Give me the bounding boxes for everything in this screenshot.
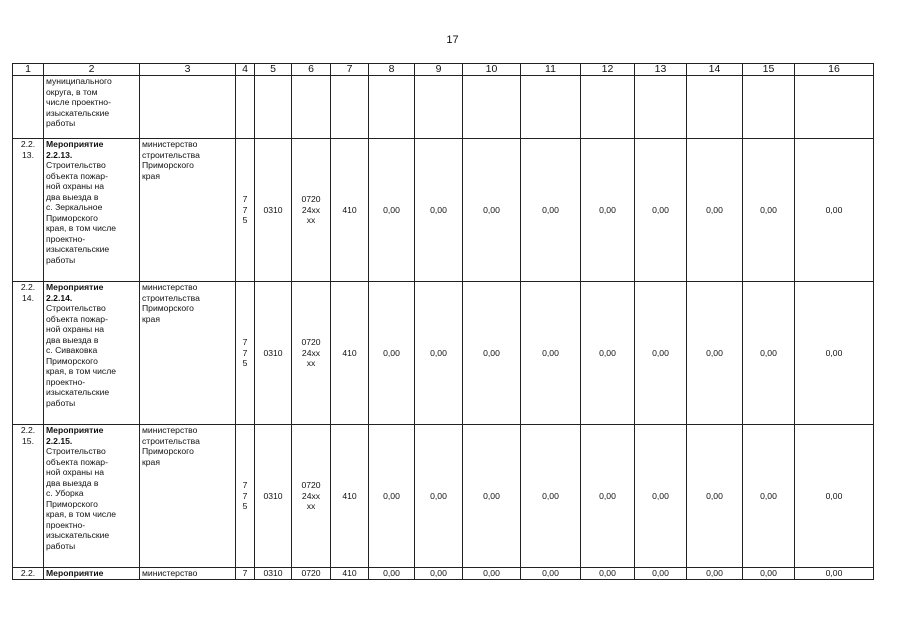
measure-name-cell <box>44 139 140 282</box>
table-row <box>13 568 874 580</box>
table-cell <box>743 76 795 139</box>
table-cell <box>415 76 463 139</box>
column-header: 2 <box>44 64 140 76</box>
amount-cell: 0,00 <box>369 282 415 425</box>
amount-cell: 0,00 <box>635 139 687 282</box>
amount-cell: 0,00 <box>687 425 743 568</box>
budget-table <box>12 63 874 580</box>
column-header: 12 <box>581 64 635 76</box>
table-cell <box>236 76 255 139</box>
measure-name-cell <box>44 425 140 568</box>
column-header: 14 <box>687 64 743 76</box>
amount-cell: 0,00 <box>795 139 874 282</box>
amount-cell: 0,00 <box>415 282 463 425</box>
responsible-executor: министерство строительства Приморского края <box>140 282 236 425</box>
target-article-code: 0720 <box>292 568 331 580</box>
measure-code: 2.2. 14. <box>13 282 44 425</box>
table-cell <box>292 76 331 139</box>
measure-title: Мероприятие 2.2.13. <box>46 139 104 160</box>
expense-type-code: 410 <box>331 139 369 282</box>
measure-code: 2.2. 15. <box>13 425 44 568</box>
amount-cell: 0,00 <box>369 568 415 580</box>
responsible-executor: министерство строительства Приморского края <box>140 425 236 568</box>
column-header: 9 <box>415 64 463 76</box>
expense-type-code: 410 <box>331 425 369 568</box>
measure-code: 2.2. <box>13 568 44 580</box>
table-cell <box>331 76 369 139</box>
measure-name-cell <box>44 282 140 425</box>
amount-cell: 0,00 <box>795 282 874 425</box>
column-number-row <box>13 64 874 76</box>
table-cell <box>795 76 874 139</box>
column-header: 13 <box>635 64 687 76</box>
column-header: 7 <box>331 64 369 76</box>
amount-cell: 0,00 <box>463 425 521 568</box>
amount-cell: 0,00 <box>743 568 795 580</box>
amount-cell: 0,00 <box>415 139 463 282</box>
expense-type-code: 410 <box>331 568 369 580</box>
section-subsection-code: 0310 <box>255 139 292 282</box>
amount-cell: 0,00 <box>743 282 795 425</box>
column-header: 3 <box>140 64 236 76</box>
table-cell <box>255 76 292 139</box>
amount-cell: 0,00 <box>687 282 743 425</box>
target-article-code: 0720 24xx xx <box>292 139 331 282</box>
section-subsection-code: 0310 <box>255 282 292 425</box>
column-header: 15 <box>743 64 795 76</box>
grbs-code: 7 7 5 <box>236 139 255 282</box>
target-article-code: 0720 24xx xx <box>292 282 331 425</box>
table-cell <box>463 76 521 139</box>
measure-description: Строительство объекта пожар- ной охраны на два выезда в с. Сиваковка Приморского края, в том числе проектно- изыскательские работы <box>46 303 116 408</box>
amount-cell: 0,00 <box>463 282 521 425</box>
measure-name-cell <box>44 568 140 580</box>
amount-cell: 0,00 <box>415 568 463 580</box>
target-article-code: 0720 24xx xx <box>292 425 331 568</box>
amount-cell: 0,00 <box>369 425 415 568</box>
column-header: 16 <box>795 64 874 76</box>
measure-title: Мероприятие <box>46 568 104 578</box>
amount-cell: 0,00 <box>635 568 687 580</box>
column-header: 4 <box>236 64 255 76</box>
column-header: 8 <box>369 64 415 76</box>
grbs-code: 7 7 5 <box>236 282 255 425</box>
amount-cell: 0,00 <box>743 425 795 568</box>
measure-description: Строительство объекта пожар- ной охраны на два выезда в с. Зеркальное Приморского края, в том числе проектно- изыскательские работы <box>46 160 116 265</box>
amount-cell: 0,00 <box>635 282 687 425</box>
amount-cell: 0,00 <box>581 282 635 425</box>
expense-type-code: 410 <box>331 282 369 425</box>
continuation-row <box>13 76 874 139</box>
grbs-code: 7 7 5 <box>236 425 255 568</box>
measure-title: Мероприятие 2.2.15. <box>46 425 104 446</box>
amount-cell: 0,00 <box>687 568 743 580</box>
table-cell <box>521 76 581 139</box>
column-header: 6 <box>292 64 331 76</box>
amount-cell: 0,00 <box>581 139 635 282</box>
section-subsection-code: 0310 <box>255 425 292 568</box>
amount-cell: 0,00 <box>743 139 795 282</box>
table-cell <box>13 76 44 139</box>
column-header: 5 <box>255 64 292 76</box>
responsible-executor: министерство строительства Приморского края <box>140 139 236 282</box>
grbs-code: 7 <box>236 568 255 580</box>
amount-cell: 0,00 <box>521 139 581 282</box>
amount-cell: 0,00 <box>415 425 463 568</box>
column-header: 10 <box>463 64 521 76</box>
table-row <box>13 139 874 282</box>
measure-title: Мероприятие 2.2.14. <box>46 282 104 303</box>
section-subsection-code: 0310 <box>255 568 292 580</box>
amount-cell: 0,00 <box>635 425 687 568</box>
continued-measure-name: муниципального округа, в том числе проектно- изыскательские работы <box>44 76 140 139</box>
amount-cell: 0,00 <box>795 568 874 580</box>
amount-cell: 0,00 <box>521 282 581 425</box>
amount-cell: 0,00 <box>369 139 415 282</box>
amount-cell: 0,00 <box>687 139 743 282</box>
table-cell <box>140 76 236 139</box>
amount-cell: 0,00 <box>521 425 581 568</box>
amount-cell: 0,00 <box>581 568 635 580</box>
measure-description: Строительство объекта пожар- ной охраны на два выезда в с. Уборка Приморского края, в том числе проектно- изыскательские работы <box>46 446 116 551</box>
table-cell <box>581 76 635 139</box>
amount-cell: 0,00 <box>463 139 521 282</box>
amount-cell: 0,00 <box>521 568 581 580</box>
table-cell <box>635 76 687 139</box>
amount-cell: 0,00 <box>581 425 635 568</box>
table-row <box>13 425 874 568</box>
amount-cell: 0,00 <box>795 425 874 568</box>
amount-cell: 0,00 <box>463 568 521 580</box>
column-header: 1 <box>13 64 44 76</box>
table-cell <box>687 76 743 139</box>
table-cell <box>369 76 415 139</box>
table-row <box>13 282 874 425</box>
responsible-executor: министерство <box>140 568 236 580</box>
column-header: 11 <box>521 64 581 76</box>
page-number: 17 <box>446 34 459 46</box>
measure-code: 2.2. 13. <box>13 139 44 282</box>
